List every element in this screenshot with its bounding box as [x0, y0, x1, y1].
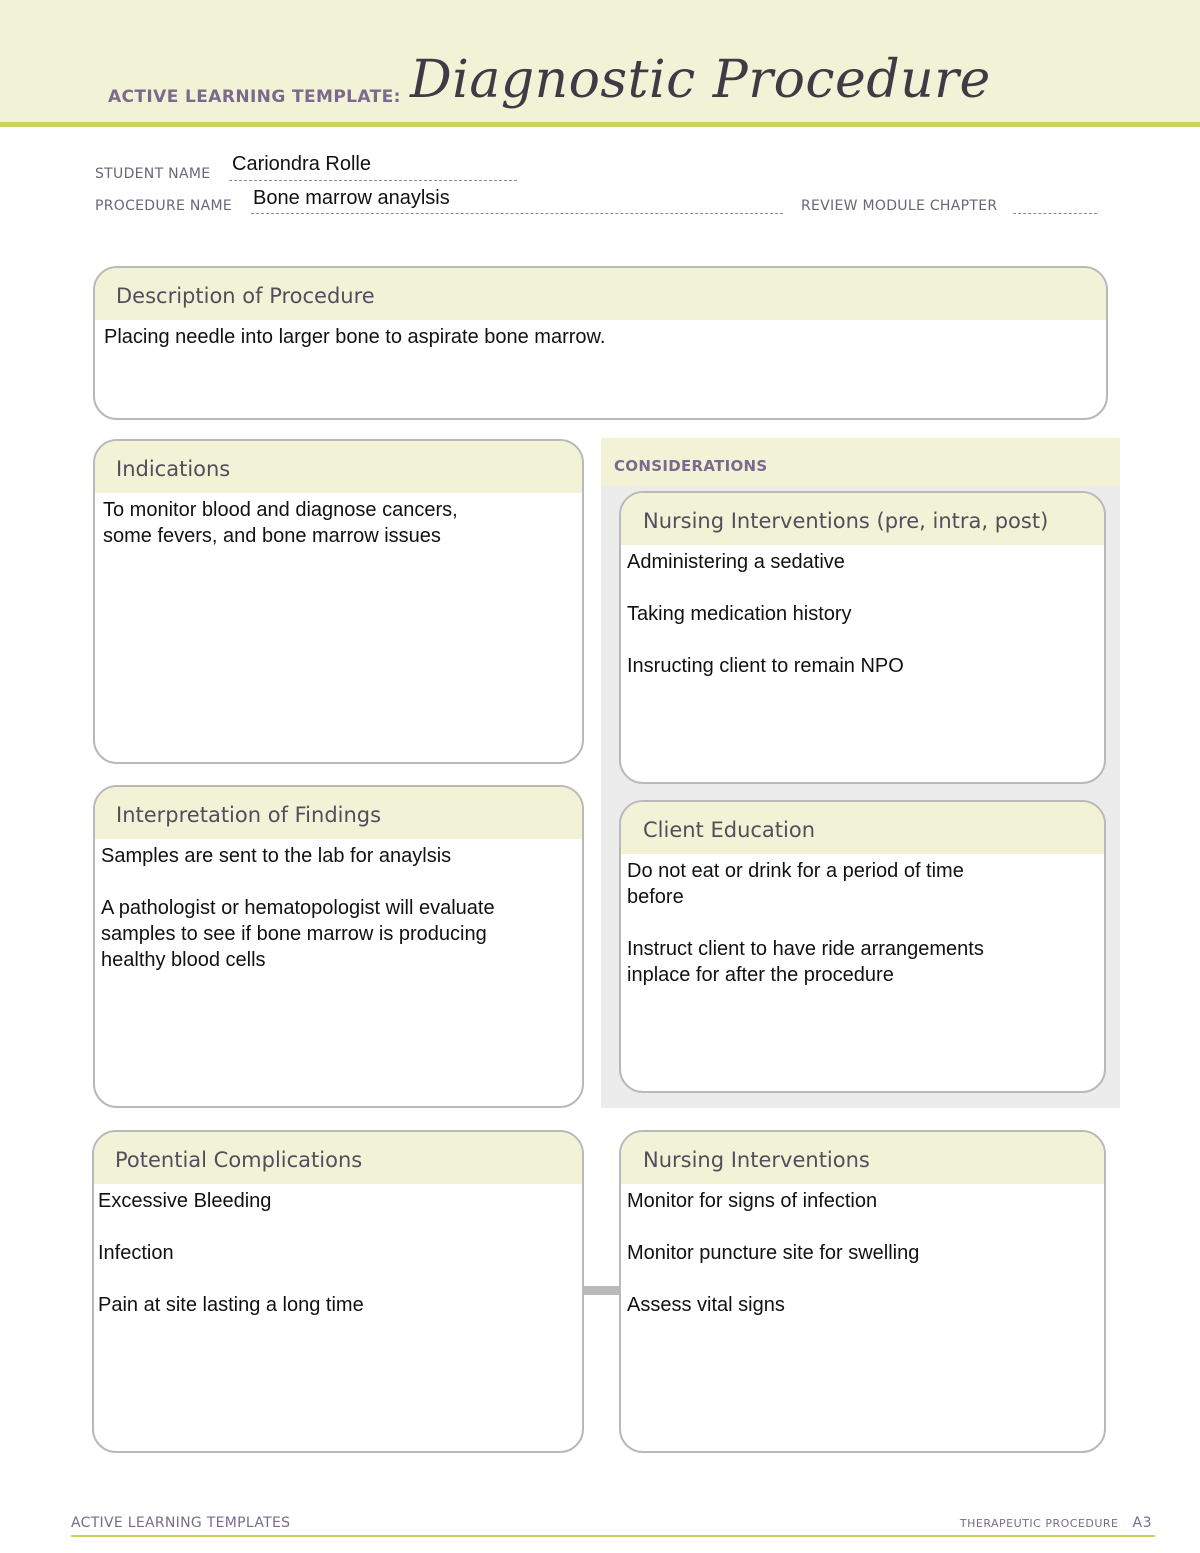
- interpretation-box: [93, 785, 584, 1108]
- review-module-line: [1013, 213, 1097, 214]
- description-box: [93, 266, 1108, 420]
- list-item: Monitor puncture site for swelling: [627, 1242, 920, 1264]
- client-education-heading: Client Education: [621, 802, 1104, 854]
- complications-box: [92, 1130, 584, 1453]
- client-education-body[interactable]: [621, 854, 1104, 988]
- nursing-interventions-body[interactable]: [621, 1184, 1104, 1318]
- complications-heading: Potential Complications: [94, 1132, 582, 1184]
- list-item: Insructing client to remain NPO: [627, 655, 904, 677]
- list-item: Excessive Bleeding: [98, 1190, 272, 1212]
- list-item: Samples are sent to the lab for anaylsis: [101, 845, 452, 867]
- nursing-pre-intra-post-heading: Nursing Interventions (pre, intra, post): [621, 493, 1104, 545]
- interpretation-heading: Interpretation of Findings: [95, 787, 582, 839]
- list-item: Pain at site lasting a long time: [98, 1294, 364, 1316]
- procedure-name-line: [251, 213, 783, 214]
- client-education-box: [619, 800, 1106, 1093]
- review-module-label: REVIEW MODULE CHAPTER: [801, 198, 998, 214]
- procedure-name-label: PROCEDURE NAME: [95, 198, 233, 214]
- list-item: To monitor blood and diagnose cancers, some fevers, and bone marrow issues: [103, 499, 458, 547]
- footer-left-label: ACTIVE LEARNING TEMPLATES: [71, 1515, 291, 1531]
- page-title: Diagnostic Procedure: [410, 50, 991, 110]
- list-item: Administering a sedative: [627, 551, 845, 573]
- student-name-field[interactable]: Cariondra Rolle: [232, 153, 371, 175]
- list-item: A pathologist or hematopologist will evaluate samples to see if bone marrow is producing healthy blood cells: [101, 897, 495, 971]
- indications-box: [93, 439, 584, 764]
- list-item: Placing needle into larger bone to aspirate bone marrow.: [104, 326, 606, 348]
- procedure-name-field[interactable]: Bone marrow anaylsis: [253, 187, 450, 209]
- considerations-label: CONSIDERATIONS: [614, 457, 768, 475]
- list-item: Assess vital signs: [627, 1294, 785, 1316]
- interpretation-body[interactable]: [95, 839, 582, 973]
- header-rule: [0, 122, 1200, 127]
- indications-heading: Indications: [95, 441, 582, 493]
- nursing-interventions-box: [619, 1130, 1106, 1453]
- footer-right: [960, 1515, 1152, 1531]
- template-label: ACTIVE LEARNING TEMPLATE:: [108, 87, 401, 107]
- list-item: Instruct client to have ride arrangements inplace for after the procedure: [627, 938, 984, 986]
- list-item: Infection: [98, 1242, 174, 1264]
- footer-rule: [71, 1535, 1155, 1537]
- description-heading: Description of Procedure: [95, 268, 1106, 320]
- student-name-label: STUDENT NAME: [95, 166, 211, 182]
- nursing-pre-intra-post-body[interactable]: [621, 545, 1104, 679]
- complications-body[interactable]: [94, 1184, 582, 1318]
- box-connector: [583, 1286, 619, 1295]
- nursing-interventions-heading: Nursing Interventions: [621, 1132, 1104, 1184]
- page-number: A3: [1132, 1515, 1152, 1531]
- list-item: Taking medication history: [627, 603, 852, 625]
- list-item: Monitor for signs of infection: [627, 1190, 878, 1212]
- description-body[interactable]: [95, 320, 1106, 350]
- indications-body[interactable]: [95, 493, 582, 549]
- nursing-pre-intra-post-box: [619, 491, 1106, 784]
- student-name-line: [229, 180, 517, 181]
- footer-right-label: THERAPEUTIC PROCEDURE: [959, 1517, 1119, 1530]
- list-item: Do not eat or drink for a period of time before: [627, 860, 964, 908]
